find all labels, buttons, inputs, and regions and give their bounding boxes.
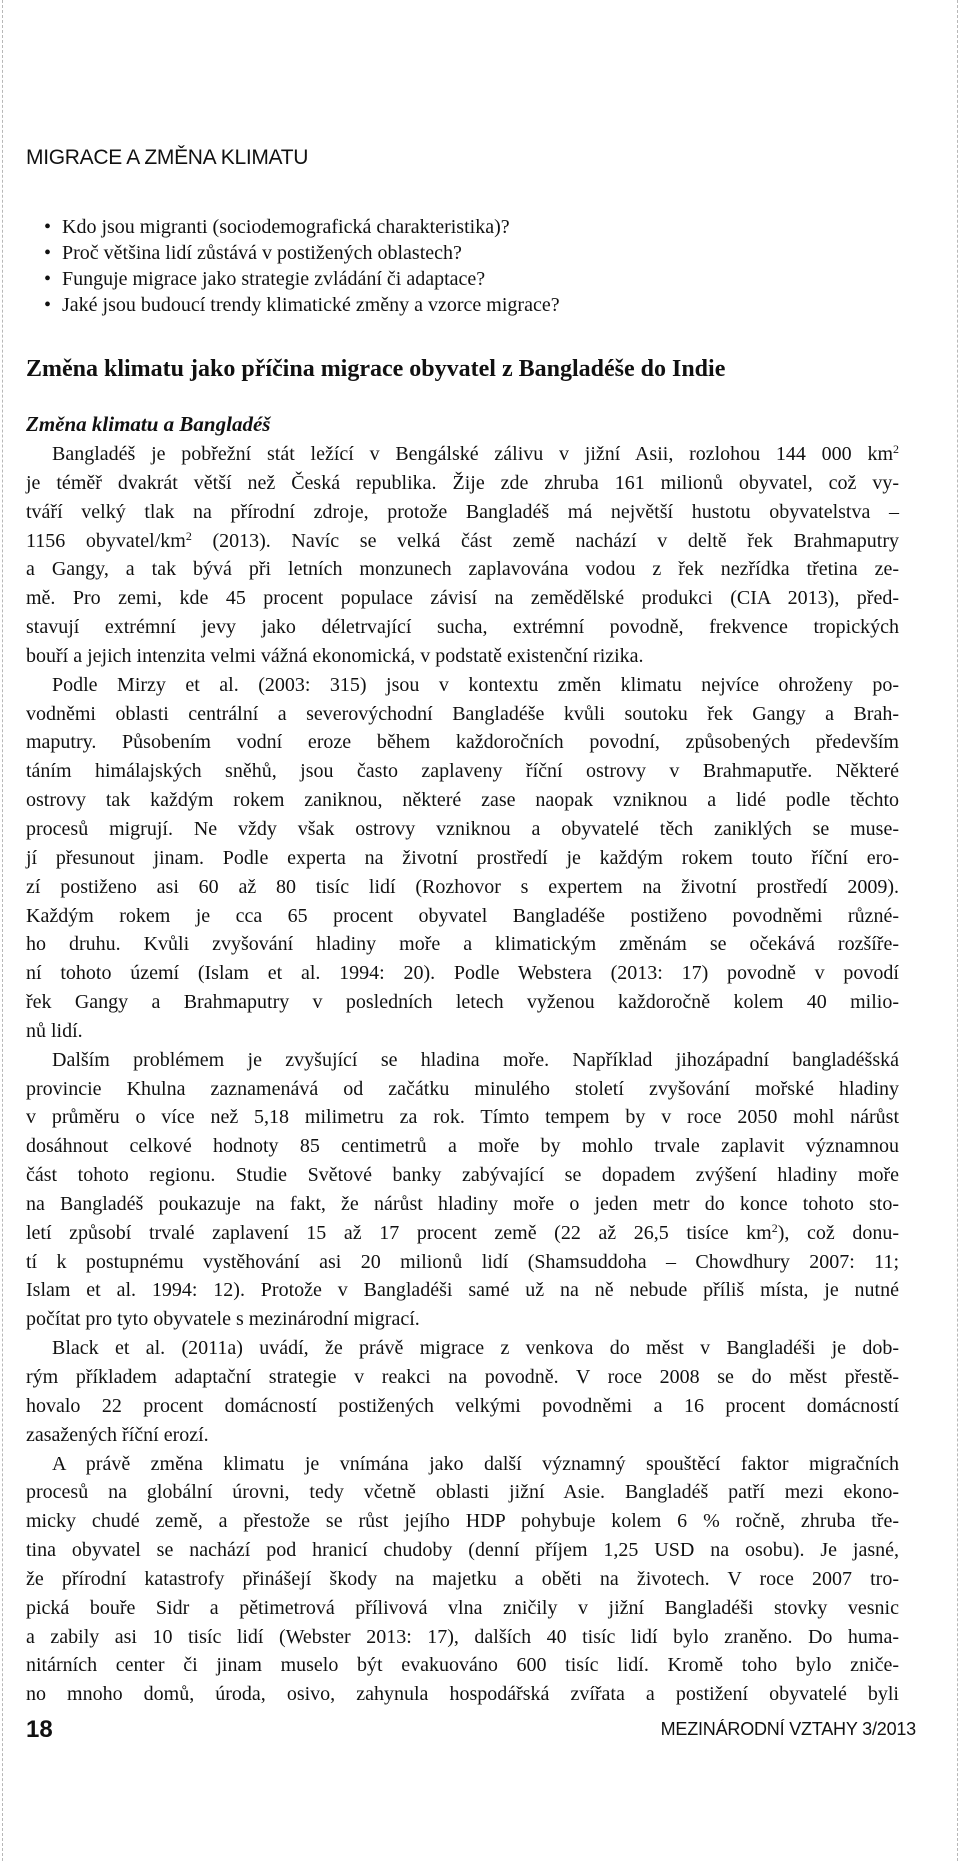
subsection-title: Změna klimatu a Bangladéš bbox=[26, 412, 271, 436]
text-line: v průměru o více než 5,18 milimetru za rok. Tímto tempem by v roce 2050 mohl nárůst bbox=[26, 1106, 899, 1129]
text-line: micky chudé země, a přestože se růst jejího HDP pohybuje kolem 6 % ročně, zhruba tře- bbox=[26, 1510, 899, 1533]
text-line: zí postiženo asi 60 až 80 tisíc lidí (Rozhovor s expertem na životní prostředí 2009). bbox=[26, 875, 899, 898]
text-line: zasažených říční erozí. bbox=[26, 1423, 209, 1446]
text-line: hovalo 22 procent domácností postižených velkými povodněmi a 16 procent domácností bbox=[26, 1394, 899, 1417]
running-head: MIGRACE A ZMĚNA KLIMATU bbox=[26, 146, 309, 169]
text-line: řek Gangy a Brahmaputry v posledních letech vyženou každoročně kolem 40 milio- bbox=[26, 991, 899, 1014]
text-line: je téměř dvakrát větší než Česká republika. Žije zde zhruba 161 milionů obyvatel, což vy- bbox=[26, 471, 899, 494]
body-text bbox=[26, 440, 899, 1709]
text-line: Black et al. (2011a) uvádí, že právě migrace z venkova do měst v Bangladéši je dob- bbox=[52, 1337, 899, 1360]
text-line: ho druhu. Kvůli zvyšování hladiny moře a klimatickým změnám se očekává rozšíře- bbox=[26, 933, 899, 956]
text-line: jí přesunout jinam. Podle experta na životní prostředí je každým rokem touto říční ero- bbox=[26, 846, 899, 869]
bullet-icon: • bbox=[44, 294, 52, 316]
list-item: • Proč většina lidí zůstává v postižených oblastech? bbox=[44, 242, 462, 264]
text-line: a Gangy, a tak bývá při letních monzunech zaplavována vodou z řek nezřídka třetina ze- bbox=[26, 558, 899, 581]
text-line: 1156 obyvatel/$km^2$ (2013). Navíc se velká část země nachází v deltě řek Brahmaputry bbox=[26, 528, 899, 552]
bullet-icon: • bbox=[44, 242, 52, 264]
list-item: • Funguje migrace jako strategie zvládání či adaptace? bbox=[44, 268, 486, 290]
text-line: počítat pro tyto obyvatele s mezinárodní migrací. bbox=[26, 1308, 420, 1331]
text-line: mě. Pro zemi, kde 45 procent populace závisí na zemědělské produkci (CIA 2013), před- bbox=[26, 587, 899, 610]
list-item: • Kdo jsou migranti (sociodemografická charakteristika)? bbox=[44, 216, 510, 238]
text-line: nitárních center či jinam muselo být evakuováno 600 tisíc lidí. Kromě toho bylo zniče- bbox=[26, 1654, 899, 1677]
text-line: tváří velký tlak na přírodní zdroje, protože Bangladéš má největší hustotu obyvatelstva – bbox=[26, 500, 899, 523]
text-line: nů lidí. bbox=[26, 1019, 83, 1042]
section-title: Změna klimatu jako příčina migrace obyvatel z Bangladéše do Indie bbox=[26, 356, 726, 382]
list-item: • Jaké jsou budoucí trendy klimatické změny a vzorce migrace? bbox=[44, 294, 560, 316]
bullet-icon: • bbox=[44, 216, 52, 238]
text-line: dosáhnout celkové hodnoty 85 centimetrů a moře by mohlo trvale zaplavit významnou bbox=[26, 1135, 899, 1158]
page-edge-right bbox=[957, 0, 958, 1861]
paragraph-4 bbox=[26, 1334, 899, 1449]
text-line: ní tohoto území (Islam et al. 1994: 20). Podle Webstera (2013: 17) povodně v povodí bbox=[26, 962, 899, 985]
text-line: stavují extrémní jevy jako déletrvající sucha, extrémní povodně, frekvence tropických bbox=[26, 616, 899, 639]
paragraph-2 bbox=[26, 671, 899, 1046]
text-line: Dalším problémem je zvyšující se hladina moře. Například jihozápadní bangladéšská bbox=[52, 1048, 899, 1071]
question-list bbox=[44, 214, 560, 318]
text-line: vodněmi oblasti centrální a severovýchodní Bangladéše kvůli soutoku řek Gangy a Brah- bbox=[26, 702, 899, 725]
text-line: Bangladéš je pobřežní stát ležící v Bengálské zálivu v jižní Asii, rozlohou 144 000 $km^2$ bbox=[52, 442, 899, 465]
paragraph-5 bbox=[26, 1450, 899, 1710]
page-edge-left bbox=[2, 0, 3, 1861]
text-line: rým příkladem adaptační strategie v reakci na povodně. V roce 2008 se do měst přestě- bbox=[26, 1366, 899, 1388]
text-line: tina obyvatel se nachází pod hranicí chudoby (denní příjem 1,25 USD na osobu). Je jasné, bbox=[26, 1539, 899, 1562]
text-line: procesů migrují. Ne vždy však ostrovy vzniknou a obyvatelé těch zaniklých se muse- bbox=[26, 817, 899, 840]
text-line: Každým rokem je cca 65 procent obyvatel Bangladéše postiženo povodněmi různé- bbox=[26, 904, 899, 927]
text-line: pická bouře Sidr a pětimetrová přílivová vlna zničily v jižní Bangladéši stovky vesnic bbox=[26, 1596, 899, 1619]
page-number: 18 bbox=[26, 1716, 53, 1743]
text-line: táním himálajských sněhů, jsou často zaplaveny říční ostrovy v Brahmaputře. Některé bbox=[26, 760, 899, 783]
text-line: část tohoto regionu. Studie Světové banky zabývající se dopadem zvýšení hladiny moře bbox=[26, 1164, 899, 1187]
text-line: bouří a jejich intenzita velmi vážná ekonomická, v podstatě existenční rizika. bbox=[26, 644, 644, 667]
text-line: že přírodní katastrofy přinášejí škody na majetku a oběti na životech. V roce 2007 tro- bbox=[26, 1567, 899, 1590]
text-line: tí k postupnému vystěhování asi 20 milionů lidí (Shamsuddoha – Chowdhury 2007: 11; bbox=[26, 1250, 899, 1273]
text-line: A právě změna klimatu je vnímána jako další významný spouštěcí faktor migračních bbox=[52, 1452, 899, 1475]
text-line: letí způsobí trvalé zaplavení 15 až 17 procent země (22 až 26,5 tisíce $km^2$), což donu- bbox=[26, 1220, 899, 1244]
paragraph-1 bbox=[26, 440, 899, 671]
text-line: ostrovy tak každým rokem zaniknou, některé zase naopak vzniknou a lidé podle těchto bbox=[26, 789, 899, 812]
text-line: Islam et al. 1994: 12). Protože v Bangladéši samé už na ně nebude příliš místa, je nutné bbox=[26, 1279, 899, 1302]
text-line: provincie Khulna zaznamenává od začátku minulého století zvyšování mořské hladiny bbox=[26, 1077, 899, 1100]
text-line: Podle Mirzy et al. (2003: 315) jsou v kontextu změn klimatu nejvíce ohroženy po- bbox=[52, 673, 899, 696]
text-line: a zabily asi 10 tisíc lidí (Webster 2013: 17), dalších 40 tisíc lidí bylo zraněno. Do huma- bbox=[26, 1625, 899, 1648]
text-line: no mnoho domů, úroda, osivo, zahynula hospodářská zvířata a postižení obyvatelé byli bbox=[26, 1683, 899, 1706]
paragraph-3 bbox=[26, 1046, 899, 1334]
journal-footer: MEZINÁRODNÍ VZTAHY 3/2013 bbox=[660, 1719, 916, 1739]
text-line: na Bangladéš poukazuje na fakt, že nárůst hladiny moře o jeden metr do konce tohoto sto- bbox=[26, 1192, 899, 1215]
text-line: procesů na globální úrovni, tedy včetně oblasti jižní Asie. Bangladéš patří mezi ekono- bbox=[26, 1481, 899, 1504]
text-line: maputry. Působením vodní eroze během každoročních povodní, způsobených především bbox=[26, 731, 899, 754]
bullet-icon: • bbox=[44, 268, 52, 290]
